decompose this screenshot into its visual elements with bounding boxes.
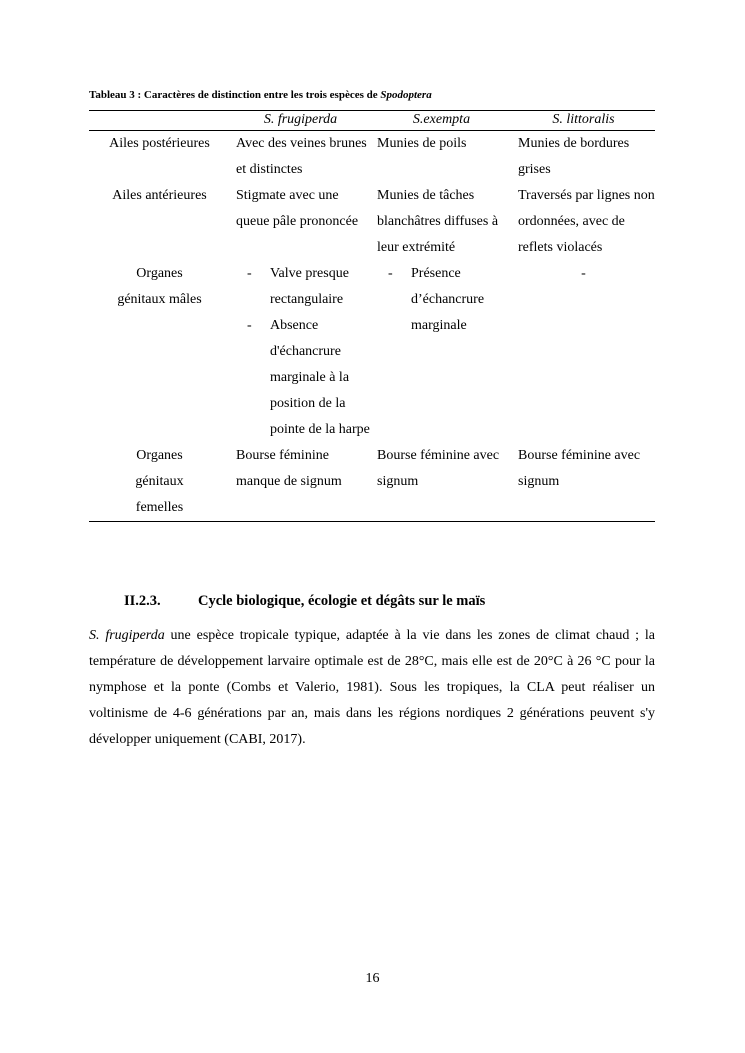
cell-littoralis: Traversés par lignes non ordonnées, avec de reflets violacés	[518, 188, 655, 255]
dash-list	[230, 261, 371, 443]
dash-list	[371, 261, 512, 339]
section-heading	[124, 593, 485, 610]
table-caption	[89, 89, 432, 101]
header-exempta: S.exempta	[412, 112, 471, 127]
table-caption-genus: Spodoptera	[380, 89, 432, 101]
cell-littoralis: Bourse féminine avec signum	[518, 448, 641, 489]
cell-littoralis: -	[581, 266, 586, 281]
list-item: - Présence d’échancrure marginale	[371, 261, 512, 339]
header-frugiperda: S. frugiperda	[263, 112, 338, 127]
row-label: Ailes postérieures	[109, 136, 210, 151]
body-paragraph	[89, 623, 655, 753]
comparison-table	[89, 110, 655, 522]
section-title: Cycle biologique, écologie et dégâts sur le maïs	[198, 593, 486, 609]
table-header-row	[89, 111, 655, 131]
cell-frugiperda	[230, 261, 371, 443]
species-table	[89, 110, 655, 522]
table-row	[89, 261, 655, 443]
cell-frugiperda: Avec des veines brunes et distinctes	[236, 136, 367, 177]
table-caption-text: Tableau 3 : Caractères de distinction entre les trois espèces de	[89, 89, 381, 101]
table-row	[89, 443, 655, 522]
cell-exempta: Munies de tâches blanchâtres diffuses à leur extrémité	[377, 188, 499, 255]
section-number: II.2.3.	[124, 593, 161, 609]
paragraph-text	[89, 623, 655, 753]
cell-frugiperda: Bourse féminine manque de signum	[236, 448, 342, 489]
list-item: - Valve presque rectangulaire	[230, 261, 371, 313]
row-label: Ailes antérieures	[112, 188, 207, 203]
table-row	[89, 183, 655, 261]
row-label: Organes génitaux femelles	[135, 448, 184, 515]
table-row	[89, 131, 655, 184]
row-label: Organes génitaux mâles	[117, 266, 202, 307]
cell-frugiperda: Stigmate avec une queue pâle prononcée	[236, 188, 359, 229]
list-item: - Absence d'échancrure marginale à la position de la pointe de la harpe	[230, 313, 371, 443]
paragraph-body: une espèce tropicale typique, adaptée à la vie dans les zones de climat chaud ; la température de développement larvaire optimale est de 28°C, mais elle est de 20°C à 26 °C pour la nymphose et la ponte (Combs et Valerio, 1981). Sous les tropiques, la CLA peut réaliser un voltinisme de 4-6 générations par an, mais dans les régions nordiques 2 générations peuvent s'y développer uniquement (CABI, 2017).	[89, 628, 655, 747]
page-number: 16	[365, 971, 380, 986]
header-empty	[89, 111, 230, 131]
species-name: S. frugiperda	[89, 628, 165, 643]
cell-exempta	[371, 261, 512, 443]
cell-littoralis: Munies de bordures grises	[518, 136, 630, 177]
header-littoralis: S. littoralis	[552, 112, 615, 127]
cell-exempta: Bourse féminine avec signum	[377, 448, 500, 489]
cell-exempta: Munies de poils	[377, 136, 467, 151]
